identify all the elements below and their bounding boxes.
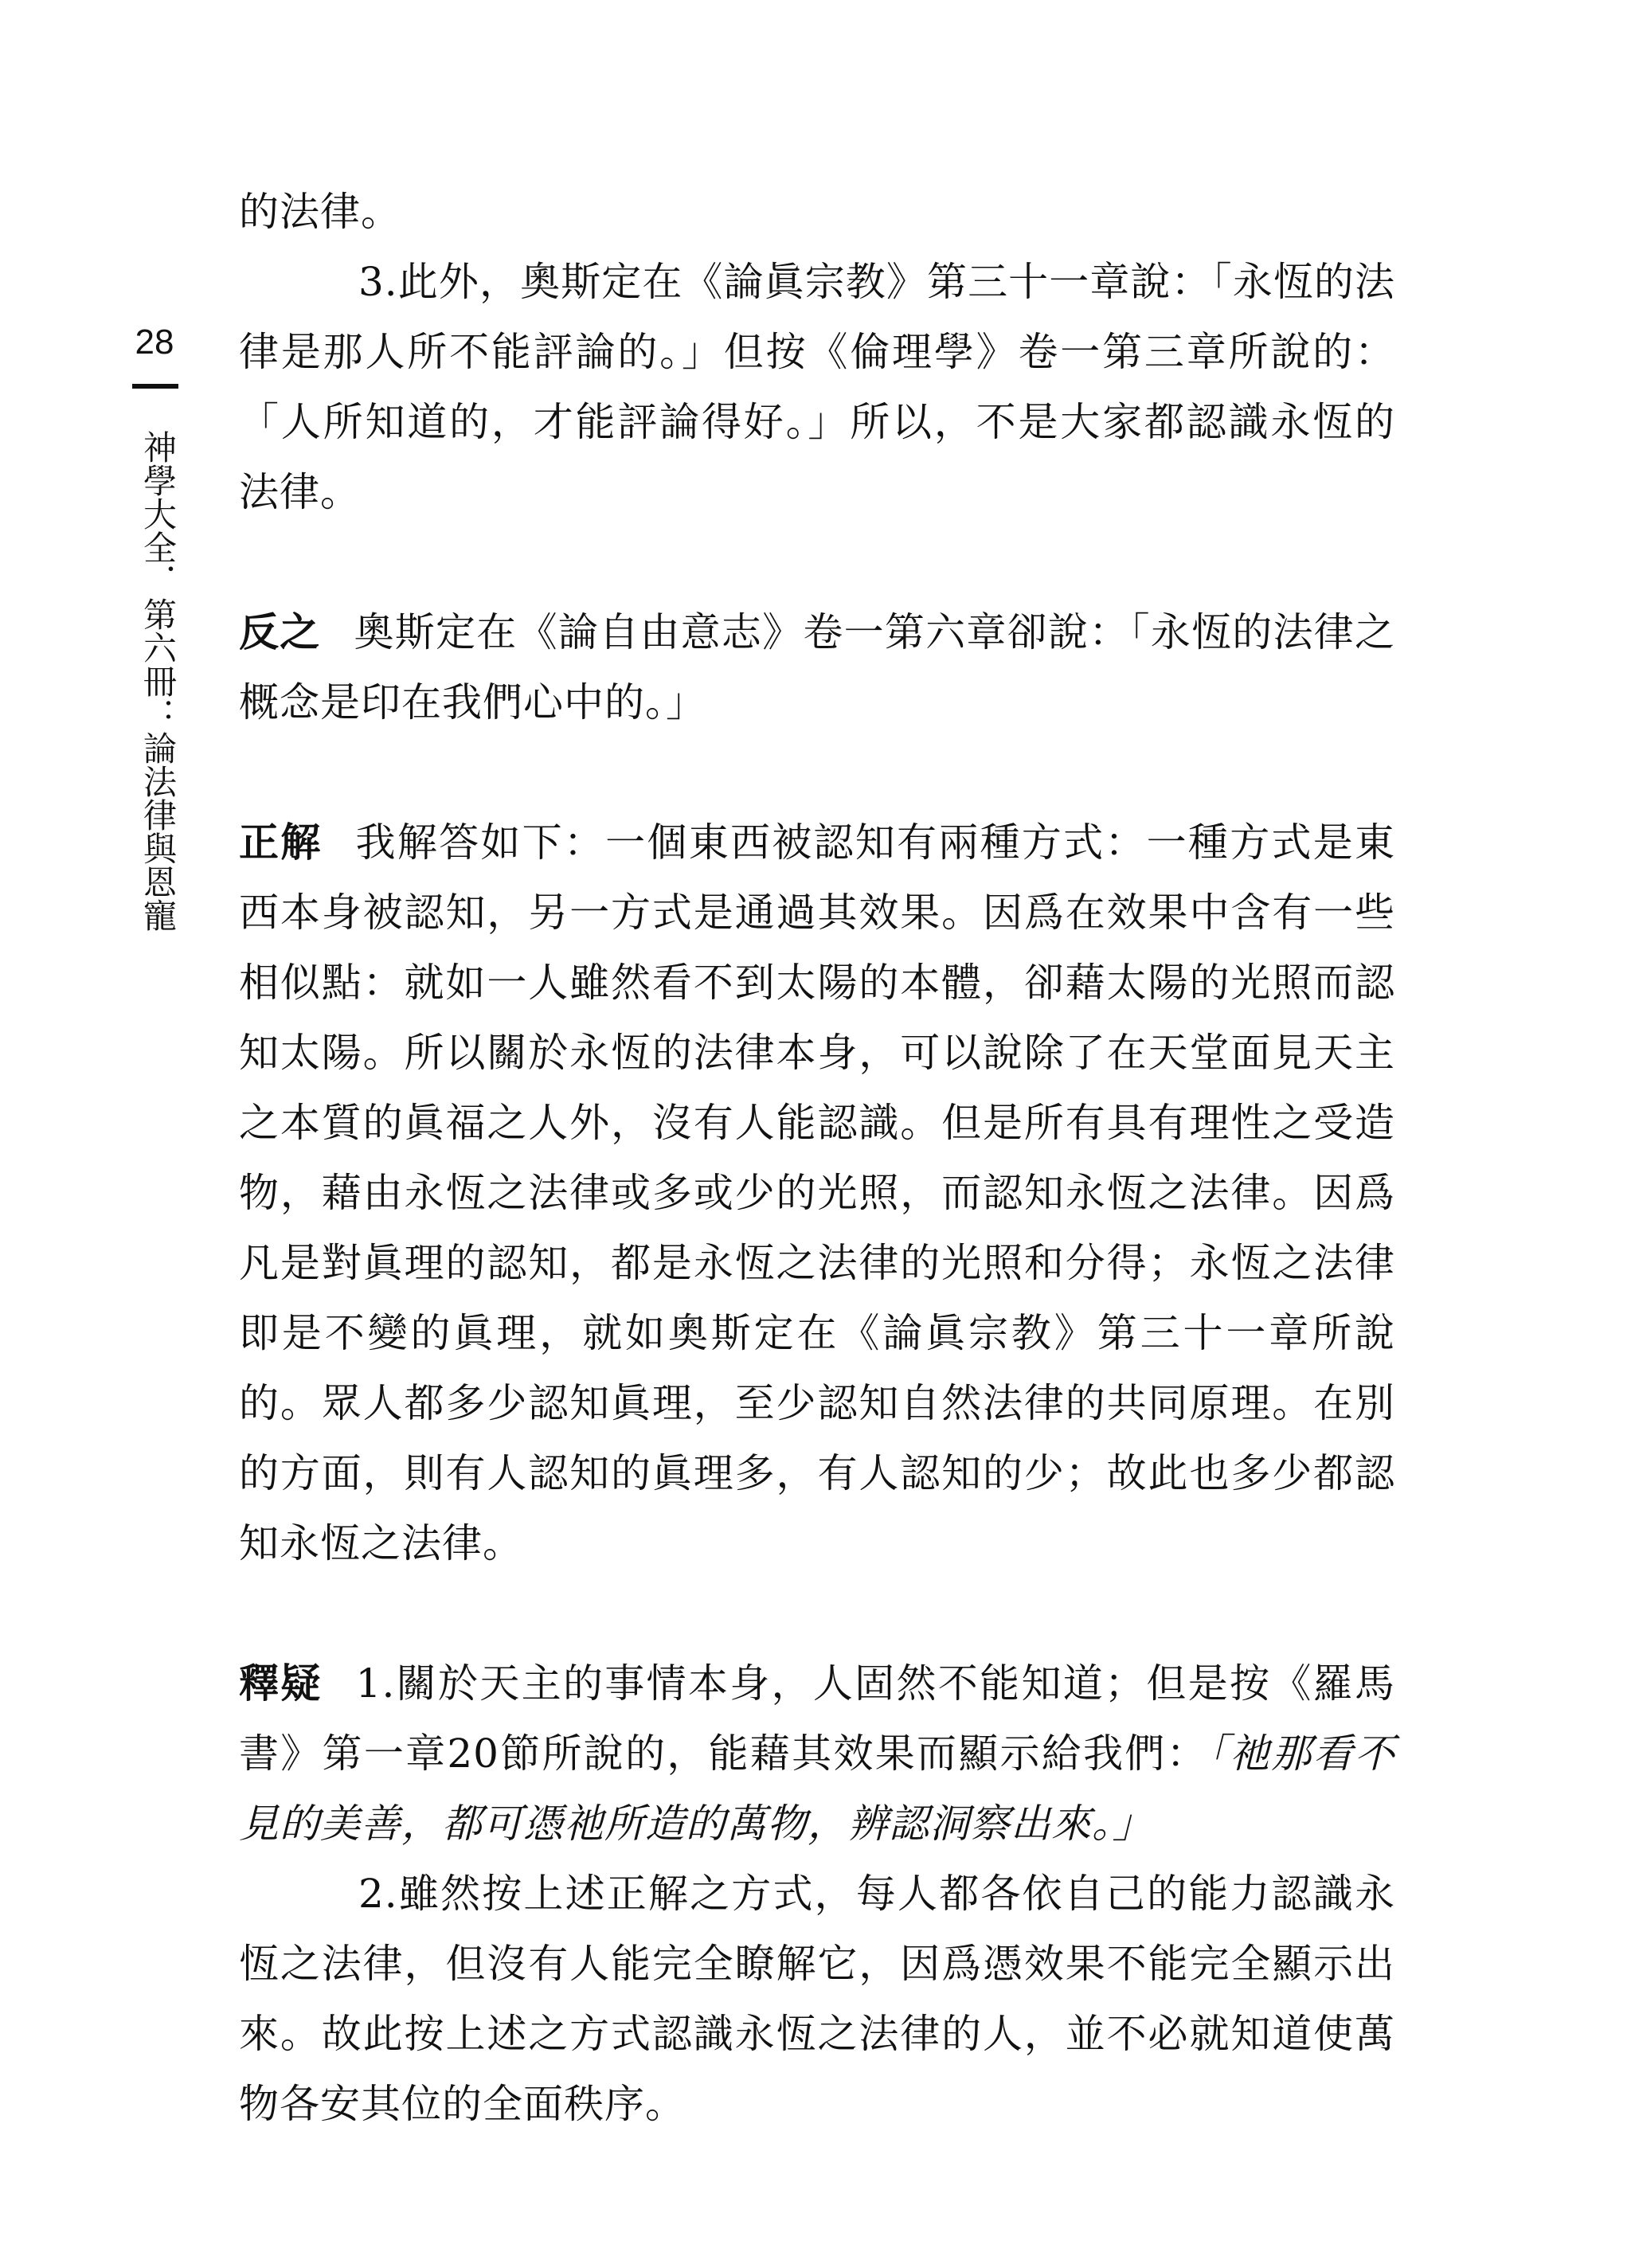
main-text xyxy=(239,177,1395,2139)
reply-paragraph-1 xyxy=(239,1648,1395,1859)
reply-paragraph-2: 2.雖然按上述正解之方式，每人都各依自己的能力認識永恆之法律，但沒有人能完全瞭解它，因爲憑效果不能完全顯示出來。故此按上述之方式認識永恆之法律的人，並不必就知道使萬物各安其位的全面秩序。 xyxy=(239,1871,1395,2127)
sed-contra-label: 反之 xyxy=(239,609,321,655)
reply-label: 釋疑 xyxy=(239,1660,323,1707)
answer-text: 我解答如下：一個東西被認知有兩種方式：一種方式是東西本身被認知，另一方式是通過其效果。因爲在效果中含有一些相似點：就如一人雖然看不到太陽的本體，卻藉太陽的光照而認知太陽。所以關於永恆的法律本身，可以說除了在天堂面見天主之本質的眞福之人外，沒有人能認識。但是所有具有理性之受造物，藉由永恆之法律或多或少的光照，而認知永恆之法律。因爲凡是對眞理的認知，都是永恆之法律的光照和分得；永恆之法律即是不變的眞理，就如奧斯定在《論眞宗教》第三十一章所說的。眾人都多少認知眞理，至少認知自然法律的共同原理。在別的方面，則有人認知的眞理多，有人認知的少；故此也多少都認知永恆之法律。 xyxy=(239,819,1396,1566)
sed-contra-paragraph xyxy=(239,597,1395,737)
page-number: 28 xyxy=(135,323,174,362)
sed-contra-text: 奧斯定在《論自由意志》卷一第六章卻說：「永恆的法律之概念是印在我們心中的。」 xyxy=(239,609,1396,725)
objection-paragraph-3: 3.此外，奧斯定在《論眞宗教》第三十一章說：「永恆的法律是那人所不能評論的。」但按《倫理學》卷一第三章所說的：「人所知道的，才能評論得好。」所以，不是大家都認識永恆的法律。 xyxy=(239,259,1395,515)
running-head: 神學大全．第六冊：論法律與恩寵 xyxy=(139,430,178,932)
margin-rule xyxy=(132,384,178,389)
continuation-line: 的法律。 xyxy=(239,189,401,235)
reply-1-text: 1.關於天主的事情本身，人固然不能知道；但是按《羅馬書》第一章20節所說的，能藉其效果而顯示給我們： xyxy=(239,1660,1395,1777)
scripture-quote: 「祂那看不見的美善，都可憑祂所造的萬物，辨認洞察出來。」 xyxy=(239,1730,1395,1847)
answer-paragraph xyxy=(239,807,1395,1578)
answer-label: 正解 xyxy=(239,819,323,866)
